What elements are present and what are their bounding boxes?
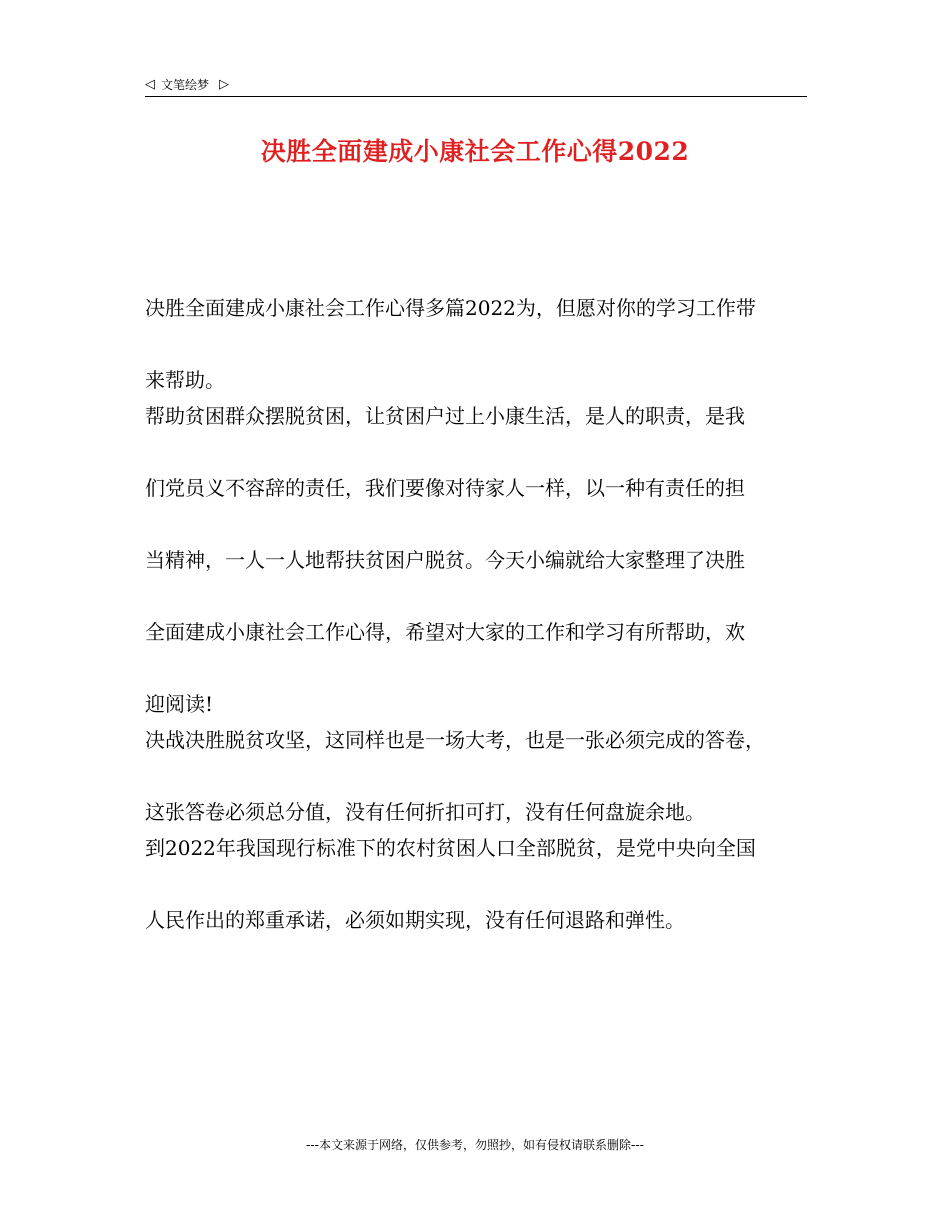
text-line: 这张答卷必须总分值，没有任何折扣可打，没有任何盘旋余地。	[145, 800, 705, 824]
left-triangle-icon: ◁	[145, 76, 155, 92]
page-header	[145, 72, 807, 97]
document-title: 决胜全面建成小康社会工作心得2022	[260, 137, 690, 166]
text-line: 们党员义不容辞的责任，我们要像对待家人一样，以一种有责任的担	[145, 476, 745, 500]
text-line: 人民作出的郑重承诺，必须如期实现，没有任何退路和弹性。	[145, 908, 685, 932]
document-body	[145, 290, 810, 938]
right-triangle-icon: ▷	[219, 76, 230, 92]
page-footer: ---本文来源于网络，仅供参考，勿照抄，如有侵权请联系删除---	[306, 1138, 644, 1152]
paragraph-intro	[145, 290, 810, 398]
paragraph-help	[145, 398, 810, 722]
text-line: 到2022年我国现行标准下的农村贫困人口全部脱贫，是党中央向全国	[145, 836, 756, 860]
paragraph-promise	[145, 830, 810, 938]
paragraph-exam	[145, 722, 810, 830]
text-line: 全面建成小康社会工作心得，希望对大家的工作和学习有所帮助，欢	[145, 620, 745, 644]
text-line: 当精神，一人一人地帮扶贫困户脱贫。今天小编就给大家整理了决胜	[145, 548, 745, 572]
text-line: 决战决胜脱贫攻坚，这同样也是一场大考，也是一张必须完成的答卷，	[145, 728, 765, 752]
text-line: 来帮助。	[145, 368, 225, 392]
brand-name: 文笔绘梦	[161, 77, 210, 92]
text-line: 决胜全面建成小康社会工作心得多篇2022为，但愿对你的学习工作带	[145, 296, 756, 320]
text-line: 迎阅读!	[145, 692, 214, 716]
text-line: 帮助贫困群众摆脱贫困，让贫困户过上小康生活，是人的职责，是我	[145, 404, 745, 428]
